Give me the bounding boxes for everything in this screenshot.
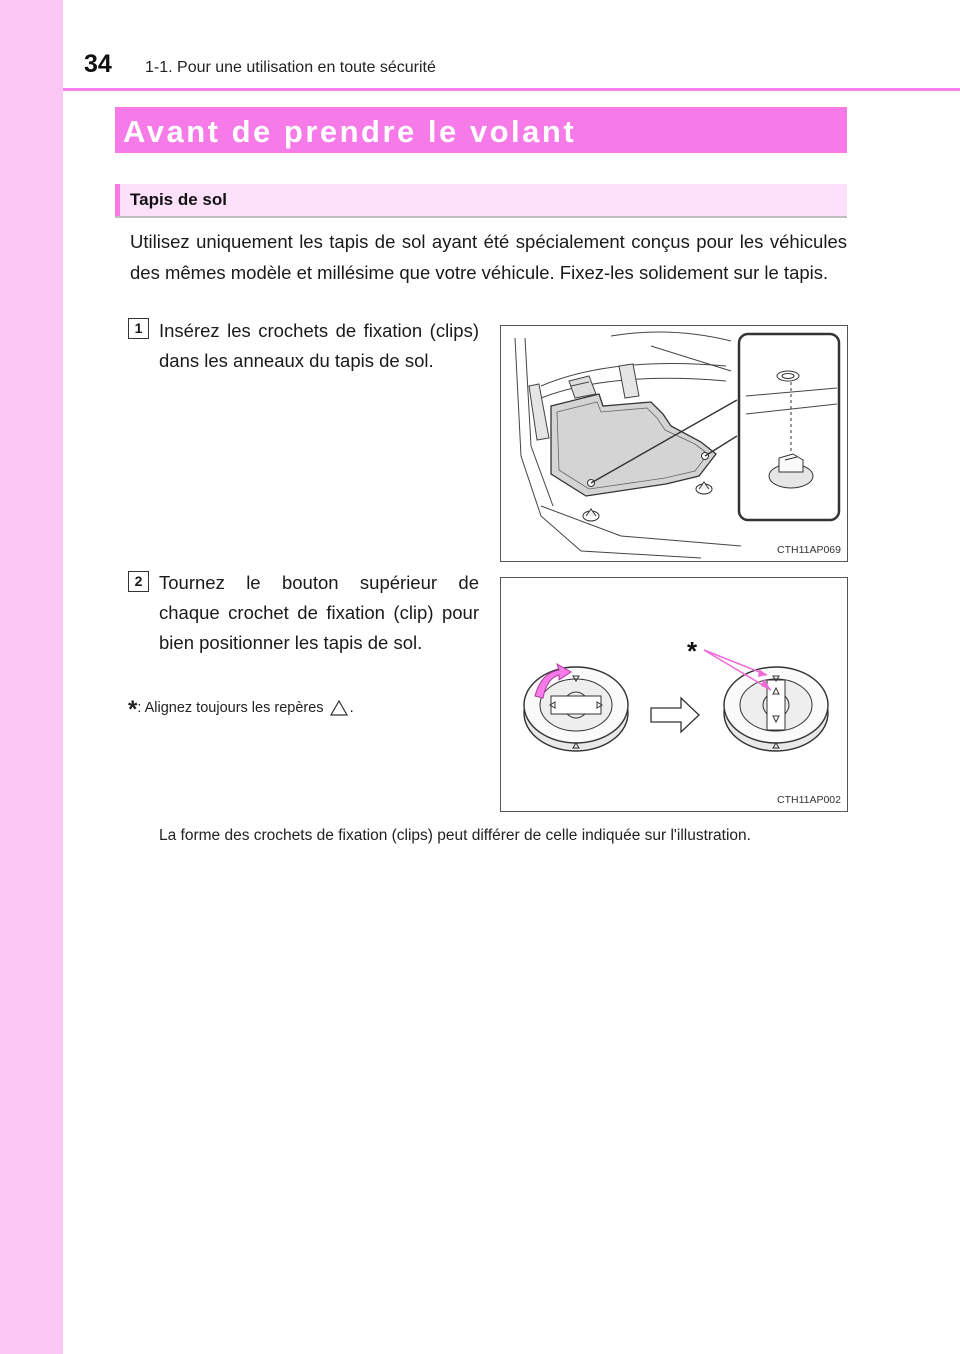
note-text: : Alignez toujours les repères [137, 700, 324, 716]
page-number: 34 [84, 50, 112, 78]
step-2-number: 2 [128, 571, 149, 592]
floor-mat-illustration [501, 326, 847, 561]
step-2-text: Tournez le bouton supérieur de chaque crochet de fixation (clip) pour bien positionner les tapis de sol. [159, 572, 479, 653]
figure-2-code: CTH11AP002 [776, 794, 841, 806]
subsection-title: Tapis de sol [130, 190, 227, 209]
intro-paragraph: Utilisez uniquement les tapis de sol ayant été spécialement conçus pour les véhicules des mêmes modèle et millésime que votre véhicule. Fixez-les solidement sur le tapis. [130, 231, 847, 283]
clip-rotation-illustration [501, 578, 847, 811]
note-asterisk: * [128, 696, 138, 723]
subsection-bar [115, 184, 847, 218]
note-line [128, 691, 354, 723]
figure-clip-rotation [500, 577, 848, 812]
figure-1-code: CTH11AP069 [776, 544, 841, 556]
svg-text:*: * [687, 636, 698, 666]
step-1-number: 1 [128, 318, 149, 339]
header-rule [63, 88, 960, 91]
figure-floor-mat [500, 325, 848, 562]
running-header: 1-1. Pour une utilisation en toute sécurité [145, 59, 436, 76]
side-band [0, 0, 63, 1354]
subsection-accent [115, 184, 120, 216]
footnote-paragraph: La forme des crochets de fixation (clips) peut différer de celle indiquée sur l'illustration. [159, 827, 751, 844]
note-end: . [349, 700, 354, 716]
triangle-mark-icon [330, 700, 348, 716]
section-title: Avant de prendre le volant [123, 114, 577, 149]
step-1-text: Insérez les crochets de fixation (clips) dans les anneaux du tapis de sol. [159, 320, 479, 371]
